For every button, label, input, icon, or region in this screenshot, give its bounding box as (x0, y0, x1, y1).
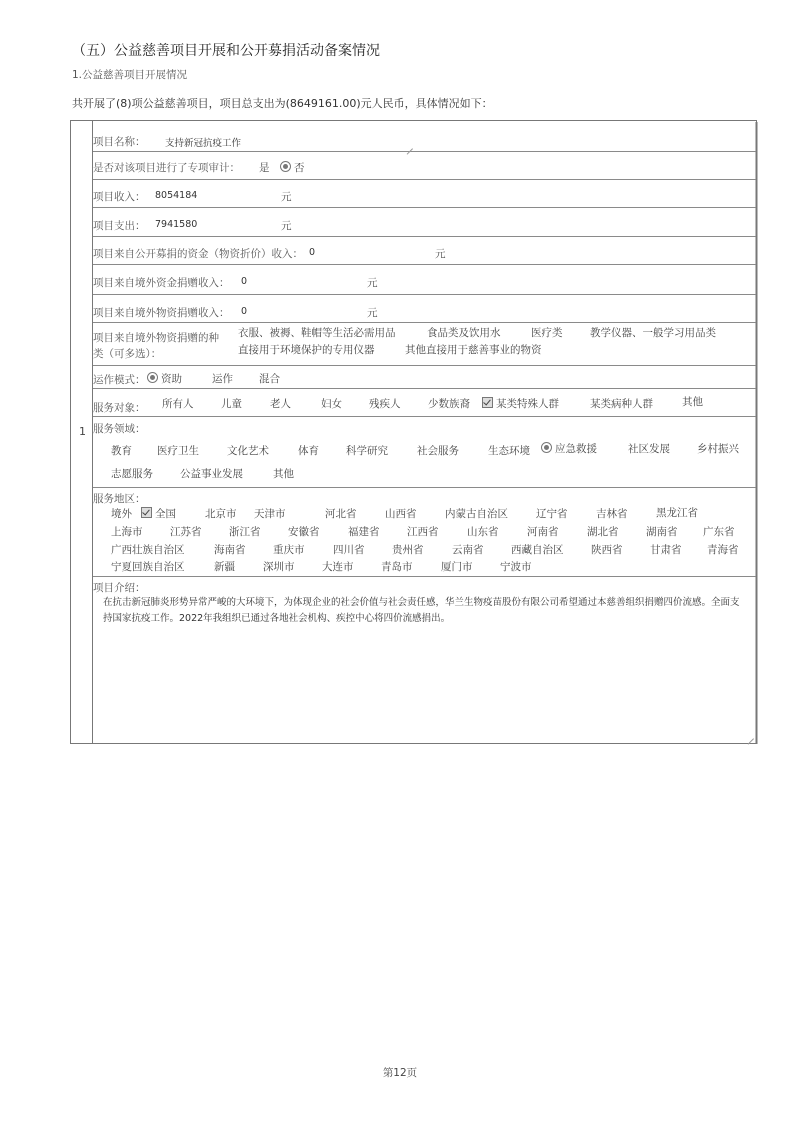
field-option[interactable]: 志愿服务 (111, 468, 153, 480)
expense-field[interactable]: 7941580 (155, 219, 198, 230)
overseas-goods-label: 项目来自境外物资捐赠收入： (93, 307, 230, 319)
region-option[interactable]: 陕西省 (591, 544, 623, 556)
regions-label: 服务地区： (93, 493, 146, 505)
audit-row (93, 152, 756, 180)
region-option[interactable]: 宁波市 (500, 561, 532, 573)
region-option[interactable]: 安徽省 (288, 526, 320, 538)
region-option[interactable]: 新疆 (214, 561, 235, 573)
radio-selected-icon (541, 442, 552, 453)
region-option[interactable]: 福建省 (348, 526, 380, 538)
summary-text: 共开展了(8)项公益慈善项目，项目总支出为(8649161.00)元人民币，具体情况如下： (72, 97, 493, 110)
fields-label: 服务领域： (93, 423, 146, 435)
page-number: 第12页 (382, 1067, 418, 1079)
region-option[interactable]: 西藏自治区 (511, 544, 564, 556)
expense-unit: 元 (281, 220, 292, 232)
region-option[interactable]: 天津市 (254, 508, 286, 520)
operation-option-selected[interactable]: 资助 (147, 371, 182, 386)
region-option[interactable]: 海南省 (214, 544, 246, 556)
expense-label: 项目支出： (93, 220, 146, 232)
operation-option[interactable]: 运作 (212, 373, 233, 385)
checkbox-checked-icon (482, 397, 493, 408)
public-fund-field[interactable]: 0 (309, 247, 316, 258)
target-option[interactable]: 某类病种人群 (590, 398, 653, 410)
region-option[interactable]: 湖南省 (646, 526, 678, 538)
resize-handle-icon[interactable] (407, 143, 413, 149)
goods-type-option[interactable]: 教学仪器、一般学习用品类 (590, 327, 716, 339)
region-option[interactable]: 内蒙古自治区 (445, 508, 508, 520)
intro-textarea[interactable]: 在抗击新冠肺炎形势异常严峻的大环境下，为体现企业的社会价值与社会责任感，华兰生物疫苗股份有限公司希望通过本慈善组织捐赠四价流感。全面支持国家抗疫工作。2022年我组织已通过各地社会机构、疾控中心将四价流感捐出。 (103, 597, 740, 624)
subsection-title: 1.公益慈善项目开展情况 (72, 69, 188, 81)
expense-row (93, 208, 756, 237)
region-option[interactable]: 四川省 (333, 544, 365, 556)
target-option[interactable]: 所有人 (162, 398, 194, 410)
target-option[interactable]: 其他 (682, 396, 703, 408)
checkbox-checked-icon (141, 507, 152, 518)
region-option[interactable]: 甘肃省 (650, 544, 682, 556)
section-title: （五）公益慈善项目开展和公开募捐活动备案情况 (72, 43, 380, 59)
goods-type-option[interactable]: 衣服、被褥、鞋帽等生活必需用品 (238, 327, 396, 339)
region-option[interactable]: 上海市 (111, 526, 143, 538)
regions-row (93, 488, 756, 577)
region-option[interactable]: 宁夏回族自治区 (111, 561, 185, 573)
region-option[interactable]: 北京市 (205, 508, 237, 520)
overseas-fund-field[interactable]: 0 (241, 276, 248, 287)
targets-label: 服务对象： (93, 402, 146, 414)
region-option[interactable]: 黑龙江省 (656, 507, 698, 519)
goods-type-option[interactable]: 医疗类 (531, 327, 563, 339)
region-option[interactable]: 青岛市 (381, 561, 413, 573)
goods-type-label-2: 类（可多选）： (93, 348, 162, 360)
field-option[interactable]: 社区发展 (628, 443, 670, 455)
overseas-goods-row (93, 295, 756, 323)
region-option[interactable]: 境外 (111, 508, 132, 520)
region-option-checked[interactable]: 全国 (141, 506, 176, 521)
field-option[interactable]: 乡村振兴 (697, 443, 739, 455)
goods-type-option[interactable]: 食品类及饮用水 (427, 327, 501, 339)
field-option[interactable]: 科学研究 (346, 445, 388, 457)
radio-selected-icon (147, 372, 158, 383)
region-option[interactable]: 山西省 (385, 508, 417, 520)
field-option[interactable]: 生态环境 (488, 445, 530, 457)
region-option[interactable]: 浙江省 (229, 526, 261, 538)
overseas-fund-unit: 元 (367, 277, 378, 289)
audit-label: 是否对该项目进行了专项审计： (93, 162, 240, 174)
field-option[interactable]: 医疗卫生 (157, 445, 199, 457)
operation-label: 运作模式： (93, 374, 146, 386)
public-fund-label: 项目来自公开募捐的资金（物资折价）收入： (93, 248, 303, 260)
region-option[interactable]: 江苏省 (170, 526, 202, 538)
field-option[interactable]: 公益事业发展 (180, 468, 243, 480)
fields-row (93, 417, 756, 488)
intro-section (93, 577, 756, 743)
field-option[interactable]: 社会服务 (417, 445, 459, 457)
audit-yes-option[interactable]: 是 (259, 162, 270, 174)
region-option[interactable]: 江西省 (407, 526, 439, 538)
income-unit: 元 (281, 191, 292, 203)
project-form (92, 120, 757, 744)
target-option-checked[interactable]: 某类特殊人群 (482, 396, 559, 411)
name-field[interactable]: 支持新冠抗疫工作 (165, 138, 242, 149)
region-option[interactable]: 大连市 (322, 561, 354, 573)
intro-label: 项目介绍： (93, 582, 146, 594)
field-option[interactable]: 体育 (298, 445, 319, 457)
public-fund-unit: 元 (435, 248, 446, 260)
region-option[interactable]: 广西壮族自治区 (111, 544, 185, 556)
income-row (93, 180, 756, 208)
targets-row (93, 389, 756, 417)
target-option[interactable]: 妇女 (321, 398, 342, 410)
field-option-selected[interactable]: 应急救援 (541, 441, 597, 456)
target-option[interactable]: 残疾人 (369, 398, 401, 410)
region-option[interactable]: 湖北省 (587, 526, 619, 538)
target-option[interactable]: 儿童 (221, 398, 242, 410)
income-label: 项目收入： (93, 191, 146, 203)
region-option[interactable]: 厦门市 (441, 561, 473, 573)
region-option[interactable]: 重庆市 (273, 544, 305, 556)
public-fund-row (93, 237, 756, 265)
resize-handle-icon[interactable] (748, 733, 754, 739)
overseas-fund-row (93, 265, 756, 295)
region-option[interactable]: 深圳市 (263, 561, 295, 573)
region-option[interactable]: 青海省 (707, 544, 739, 556)
row-index: 1 (79, 425, 86, 438)
region-option[interactable]: 云南省 (452, 544, 484, 556)
region-option[interactable]: 辽宁省 (536, 508, 568, 520)
overseas-goods-unit: 元 (367, 307, 378, 319)
goods-type-label-1: 项目来自境外物资捐赠的种 (93, 332, 219, 344)
target-option[interactable]: 少数族裔 (428, 398, 470, 410)
region-option[interactable]: 河北省 (325, 508, 357, 520)
field-option[interactable]: 教育 (111, 445, 132, 457)
region-option[interactable]: 贵州省 (392, 544, 424, 556)
overseas-fund-label: 项目来自境外资金捐赠收入： (93, 277, 230, 289)
income-field[interactable]: 8054184 (155, 190, 198, 201)
region-option[interactable]: 吉林省 (596, 508, 628, 520)
operation-option[interactable]: 混合 (259, 373, 280, 385)
field-option[interactable]: 其他 (273, 468, 294, 480)
target-option[interactable]: 老人 (270, 398, 291, 410)
name-label: 项目名称： (93, 136, 146, 148)
region-option[interactable]: 山东省 (467, 526, 499, 538)
radio-selected-icon (280, 161, 291, 172)
field-option[interactable]: 文化艺术 (227, 445, 269, 457)
overseas-goods-field[interactable]: 0 (241, 306, 248, 317)
region-option[interactable]: 广东省 (703, 526, 735, 538)
goods-type-row (93, 323, 756, 366)
goods-type-option[interactable]: 其他直接用于慈善事业的物资 (405, 344, 542, 356)
region-option[interactable]: 河南省 (527, 526, 559, 538)
name-row (93, 121, 756, 152)
operation-row (93, 366, 756, 389)
audit-no-option[interactable]: 否 (280, 160, 305, 175)
goods-type-option[interactable]: 直接用于环境保护的专用仪器 (238, 344, 375, 356)
